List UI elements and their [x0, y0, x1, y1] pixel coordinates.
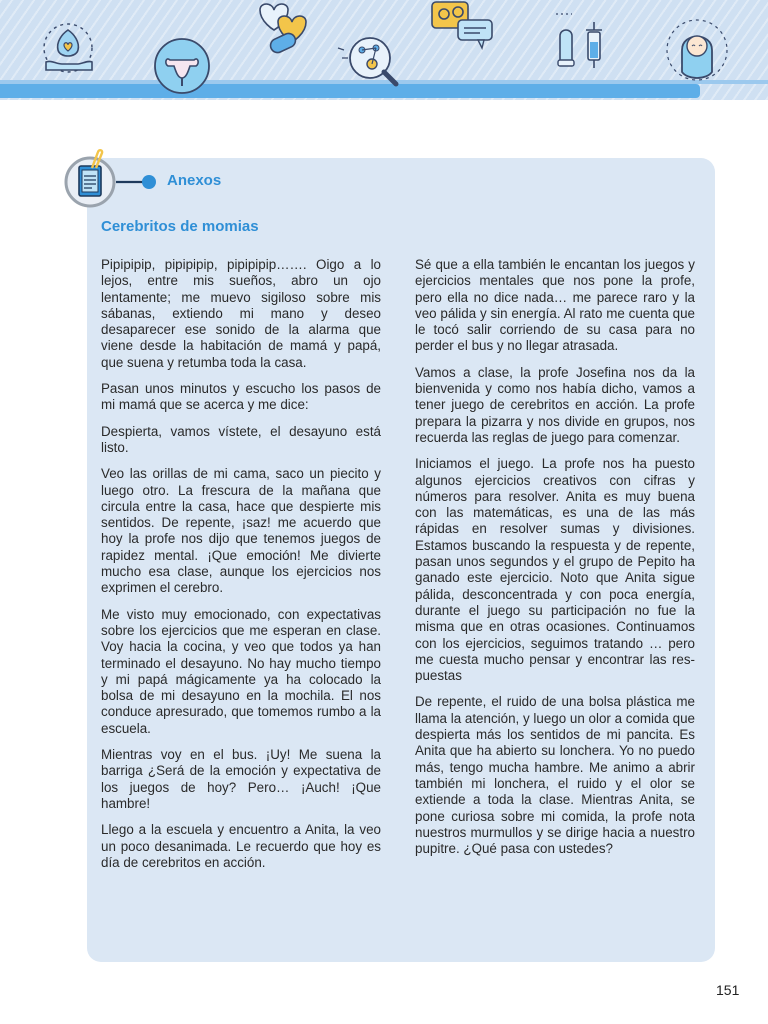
- story-title: Cerebritos de momias: [101, 218, 259, 235]
- paragraph: Mientras voy en el bus. ¡Uy! Me suena la barriga ¿Será de la emoción y expectativa de los juegos de hoy? Pero… ¡Auch! ¡Que hambre!: [101, 747, 381, 811]
- paragraph: Me visto muy emocionado, con expectativas sobre los ejercicios que me esperan en clase. Voy hacia la cocina, y veo que todos ya han terminado el desayuno. No hay mucho tiempo y mi papá mágicamente ya ha colocado la bolsa de mi desayuno en la mochila. El nos conduce apresurado, que tomemos rumbo a la escuela.: [101, 606, 381, 736]
- paragraph: Iniciamos el juego. La profe nos ha puesto algunos ejercicios creativos con cifras y números para resolver. Anita es muy buena con las matemáticas, es una de las más rápidas en resolver sumas y divisiones. Estamos buscando la respuesta y de repente, pasan unos segundos y el grupo de Pepito ha ganado este ejercicio. Noto que Anita sigue pálida, desconcentrada y con poca energía, durante el juego su participación no fue la misma que en otras ocasiones. Continuamos con los ejercicios, seguimos tratando … pero me cuesta mucho pensar y encontrar las respuestas: [415, 456, 695, 684]
- header-banner: [0, 0, 768, 100]
- baby-icon: [662, 12, 732, 88]
- paragraph: Pasan unos minutos y escucho los pasos de mi mamá que se acerca y me dice:: [101, 381, 381, 413]
- paragraph: Veo las orillas de mi cama, saco un piecito y luego otro. La frescura de la mañana que circula entre la casa, hace que despierte mis sentidos. De repente, ¡saz! me acuerdo que hoy la profe nos dijo que tenemos juegos de rapidez mental. ¡Que emoción! Me divierte mucho esa clase, aunque los ejercicios nos exprimen el cerebro.: [101, 466, 381, 596]
- condom-syringe-icon: [552, 12, 616, 70]
- section-label-anexos: Anexos: [167, 172, 222, 189]
- page-number: 151: [716, 982, 740, 998]
- paragraph: Sé que a ella también le encantan los juegos y ejercicios mentales que nos pone la profe, pero ella no dice nada… me parece raro y la veo pálida y sin energía. Al rato me cuenta que le tocó salir corriendo de su casa para no perder el bus y no llegar atrasada.: [415, 257, 695, 354]
- text-column-left: [101, 257, 381, 881]
- hearts-capsule-icon: [252, 0, 312, 60]
- paragraph: Despierta, vamos vístete, el desayuno está listo.: [101, 423, 381, 455]
- text-column-right: [415, 257, 695, 867]
- paragraph: Vamos a clase, la profe Josefina nos da la bienvenida y como nos había dicho, vamos a tener juego de cerebritos en acción. La profe prepara la pizarra y nos divide en grupos, nos recuerda las reglas de juego para comenzar.: [415, 364, 695, 445]
- paragraph: De repente, el ruido de una bolsa plástica me llama la atención, y luego un olor a comida que despierta más los sentidos de mi pancita. Es Anita que ha abierto su lonchera. Yo no puedo más, tengo mucha hambre. Me animo a abrir también mi lonchera, el ruido y el olor se extiende a toda la clase. Mientras Anita, se pone curiosa sobre mi comida, la profe nota nuestros murmullos y se dirige hacia a nuestro pupitre. ¿Qué pasa con ustedes?: [415, 694, 695, 857]
- molecule-magnifier-icon: [336, 28, 406, 92]
- hands-heart-icon: [38, 18, 98, 80]
- paragraph: Llego a la escuela y encuentro a Anita, la veo un poco desanimada. Le recuerdo que hoy es día de cerebritos en acción.: [101, 822, 381, 870]
- uterus-icon: [152, 36, 212, 96]
- gender-chat-icon: [428, 0, 498, 52]
- paragraph: Pipipipip, pipipipip, pipipipip……. Oigo a lo lejos, entre mis sueños, abro un ojo lentamente; me muevo sigiloso sobre mis sábanas, extiendo mi mano y deseo desaparecer ese sonido de la alarma que viene desde la habitación de mamá y papá, que suena y retumba toda la casa.: [101, 257, 381, 370]
